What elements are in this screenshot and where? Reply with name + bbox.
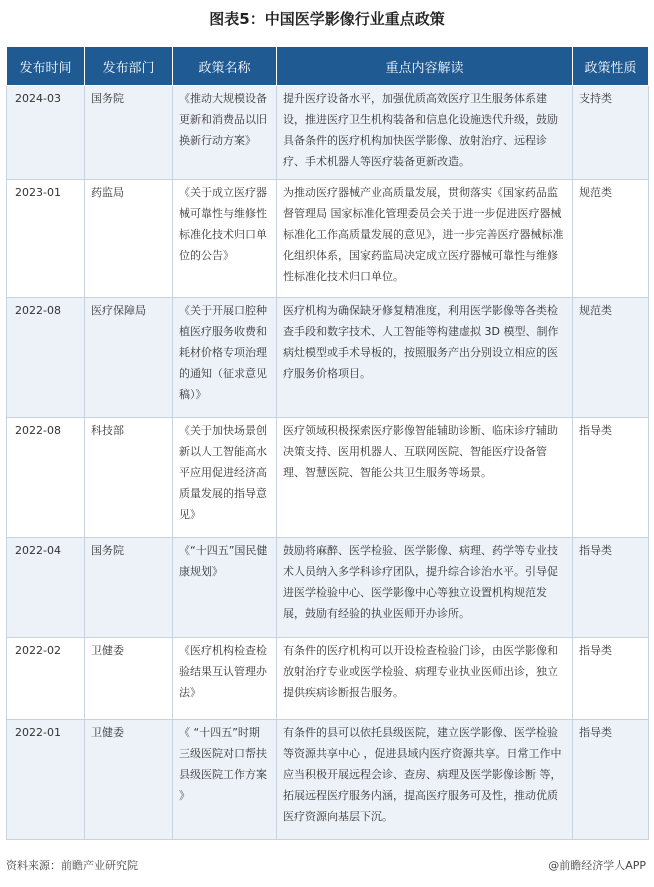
cell-nature: 规范类 <box>573 180 649 298</box>
column-header-nature: 政策性质 <box>573 47 649 86</box>
brand-credit: @前瞻经济学人APP <box>548 859 646 872</box>
cell-policy-name: 《关于加快场景创新以人工智能高水平应用促进经济高质量发展的指导意见》 <box>173 418 277 538</box>
cell-time: 2022-08 <box>7 298 85 418</box>
cell-nature: 规范类 <box>573 298 649 418</box>
cell-nature: 指导类 <box>573 638 649 720</box>
table-row <box>7 538 649 638</box>
cell-content: 提升医疗设备水平，加强优质高效医疗卫生服务体系建设，推进医疗卫生机构装备和信息化设施迭代升级，鼓励具备条件的医疗机构加快医学影像、放射治疗、远程诊疗、手术机器人等医疗装备更新改造。 <box>277 86 573 180</box>
table-row <box>7 298 649 418</box>
cell-policy-name: 《推动大规模设备更新和消费品以旧换新行动方案》 <box>173 86 277 180</box>
cell-content: 医疗机构为确保缺牙修复精准度，利用医学影像等各类检查手段和数字技术、人工智能等构建虚拟 3D 模型、制作病灶模型或手术导板的，按照服务产出分别设立相应的医疗服务价格项目。 <box>277 298 573 418</box>
table-row <box>7 720 649 840</box>
column-header-name: 政策名称 <box>173 47 277 86</box>
cell-dept: 医疗保障局 <box>85 298 173 418</box>
cell-dept: 科技部 <box>85 418 173 538</box>
cell-dept: 国务院 <box>85 86 173 180</box>
cell-policy-name: 《关于开展口腔种植医疗服务收费和耗材价格专项治理的通知（征求意见稿）》 <box>173 298 277 418</box>
cell-nature: 指导类 <box>573 720 649 840</box>
cell-policy-name: 《“十四五”国民健康规划》 <box>173 538 277 638</box>
cell-dept: 国务院 <box>85 538 173 638</box>
cell-content: 有条件的医疗机构可以开设检查检验门诊，由医学影像和放射治疗专业或医学检验、病理专业执业医师出诊，独立提供疾病诊断报告服务。 <box>277 638 573 720</box>
cell-dept: 卫健委 <box>85 638 173 720</box>
cell-time: 2022-01 <box>7 720 85 840</box>
cell-content: 有条件的县可以依托县级医院，建立医学影像、医学检验等资源共享中心 ，促进县域内医疗资源共享。日常工作中应当积极开展远程会诊、查房、病理及医学影像诊断 等，拓展远程医疗服务内涵，提高医疗服务可及性，推动优质医疗资源向基层下沉。 <box>277 720 573 840</box>
cell-policy-name: 《 “十四五”时期三级医院对口帮扶县级医院工作方案 》 <box>173 720 277 840</box>
cell-time: 2022-04 <box>7 538 85 638</box>
cell-time: 2022-08 <box>7 418 85 538</box>
table-row <box>7 180 649 298</box>
cell-policy-name: 《医疗机构检查检验结果互认管理办法》 <box>173 638 277 720</box>
column-header-dept: 发布部门 <box>85 47 173 86</box>
table-row <box>7 418 649 538</box>
cell-nature: 指导类 <box>573 418 649 538</box>
cell-content: 为推动医疗器械产业高质量发展，贯彻落实《国家药品监督管理局 国家标准化管理委员会关于进一步促进医疗器械标准化工作高质量发展的意见》，进一步完善医疗器械标准化组织体系，国家药监局决定成立医疗器械可靠性与维修性标准化技术归口单位。 <box>277 180 573 298</box>
cell-content: 鼓励将麻醉、医学检验、医学影像、病理、药学等专业技术人员纳入多学科诊疗团队，提升综合诊治水平。引导促进医学检验中心、医学影像中心等独立设置机构规范发展，鼓励有经验的执业医师开办诊所。 <box>277 538 573 638</box>
column-header-content: 重点内容解读 <box>277 47 573 86</box>
column-header-time: 发布时间 <box>7 47 85 86</box>
source-note: 资料来源：前瞻产业研究院 <box>6 859 138 872</box>
cell-time: 2023-01 <box>7 180 85 298</box>
table-row <box>7 638 649 720</box>
page-title: 图表5：中国医学影像行业重点政策 <box>209 10 445 28</box>
policy-table <box>6 46 649 840</box>
cell-dept: 卫健委 <box>85 720 173 840</box>
table-row <box>7 86 649 180</box>
cell-time: 2022-02 <box>7 638 85 720</box>
cell-policy-name: 《关于成立医疗器械可靠性与维修性标准化技术归口单位的公告》 <box>173 180 277 298</box>
cell-time: 2024-03 <box>7 86 85 180</box>
cell-dept: 药监局 <box>85 180 173 298</box>
cell-nature: 支持类 <box>573 86 649 180</box>
cell-content: 医疗领域积极探索医疗影像智能辅助诊断、临床诊疗辅助决策支持、医用机器人、互联网医院、智能医疗设备管理、智慧医院、智能公共卫生服务等场景。 <box>277 418 573 538</box>
table-header-row <box>7 47 649 86</box>
cell-nature: 指导类 <box>573 538 649 638</box>
